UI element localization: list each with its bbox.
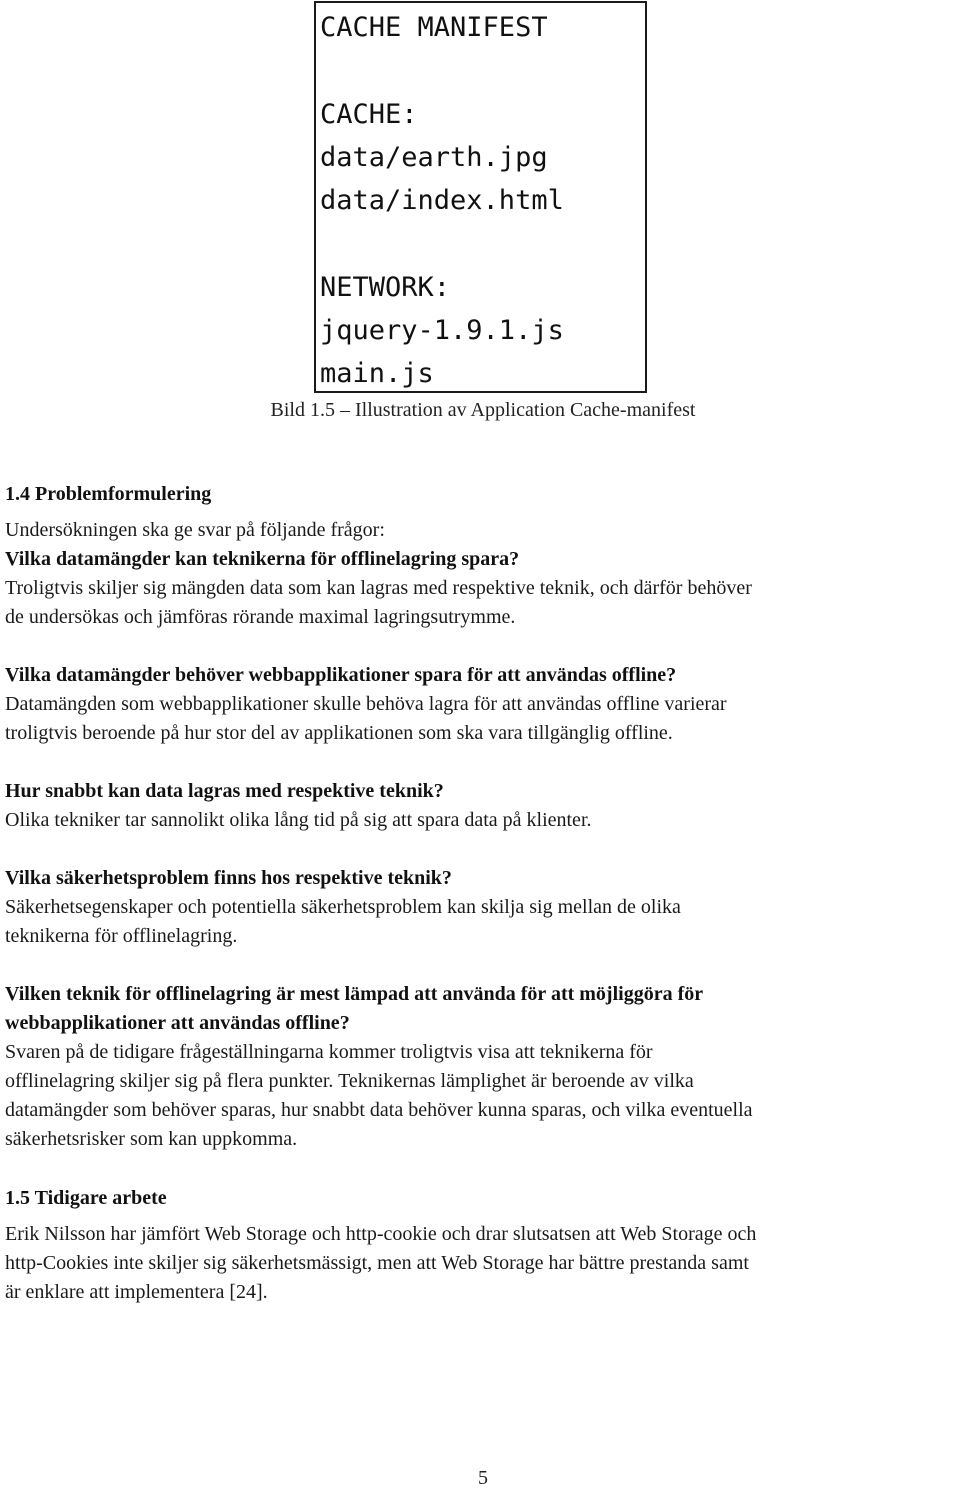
- section-heading-1-5: 1.5 Tidigare arbete: [5, 1187, 167, 1209]
- answer-4-line: teknikerna för offlinelagring.: [5, 925, 238, 947]
- manifest-line: main.js: [320, 358, 434, 389]
- figure-caption: Bild 1.5 – Illustration av Application Cache-manifest: [270, 399, 696, 421]
- question-2: Vilka datamängder behöver webbapplikationer spara för att användas offline?: [5, 664, 677, 686]
- page-number: 5: [478, 1467, 488, 1489]
- answer-5-line: säkerhetsrisker som kan uppkomma.: [5, 1128, 298, 1150]
- question-3: Hur snabbt kan data lagras med respektive teknik?: [5, 780, 444, 802]
- manifest-line: CACHE:: [320, 99, 418, 130]
- manifest-line: NETWORK:: [320, 272, 451, 303]
- question-5-line: webbapplikationer att användas offline?: [5, 1012, 350, 1034]
- manifest-line: CACHE MANIFEST: [320, 12, 548, 43]
- question-1: Vilka datamängder kan teknikerna för offlinelagring spara?: [5, 548, 520, 570]
- answer-4-line: Säkerhetsegenskaper och potentiella säkerhetsproblem kan skilja sig mellan de olika: [5, 896, 681, 918]
- section-body-line: Erik Nilsson har jämfört Web Storage och http-cookie och drar slutsatsen att Web Storage och: [5, 1223, 757, 1245]
- answer-5-line: Svaren på de tidigare frågeställningarna kommer troligtvis visa att teknikerna för: [5, 1041, 653, 1063]
- answer-3-line: Olika tekniker tar sannolikt olika lång tid på sig att spara data på klienter.: [5, 809, 592, 831]
- section-intro: Undersökningen ska ge svar på följande frågor:: [5, 519, 385, 541]
- answer-2-line: Datamängden som webbapplikationer skulle behöva lagra för att användas offline varierar: [5, 693, 727, 715]
- answer-2-line: troligtvis beroende på hur stor del av applikationen som ska vara tillgänglig offline.: [5, 722, 673, 744]
- section-heading-1-4: 1.4 Problemformulering: [5, 483, 212, 505]
- answer-1-line: Troligtvis skiljer sig mängden data som kan lagras med respektive teknik, och därför behöver: [5, 577, 752, 599]
- answer-1-line: de undersökas och jämföras rörande maximal lagringsutrymme.: [5, 606, 516, 628]
- question-4: Vilka säkerhetsproblem finns hos respektive teknik?: [5, 867, 452, 889]
- manifest-line: data/earth.jpg: [320, 142, 548, 173]
- question-5-line: Vilken teknik för offlinelagring är mest lämpad att använda för att möjliggöra för: [5, 983, 704, 1005]
- cache-manifest-figure: [314, 1, 647, 393]
- manifest-line: data/index.html: [320, 185, 564, 216]
- section-body-line: är enklare att implementera [24].: [5, 1281, 268, 1303]
- manifest-line: jquery-1.9.1.js: [320, 315, 564, 346]
- answer-5-line: offlinelagring skiljer sig på flera punkter. Teknikernas lämplighet är beroende av vilka: [5, 1070, 694, 1092]
- answer-5-line: datamängder som behöver sparas, hur snabbt data behöver kunna sparas, och vilka eventuella: [5, 1099, 753, 1121]
- section-body-line: http-Cookies inte skiljer sig säkerhetsmässigt, men att Web Storage har bättre prestanda samt: [5, 1252, 749, 1274]
